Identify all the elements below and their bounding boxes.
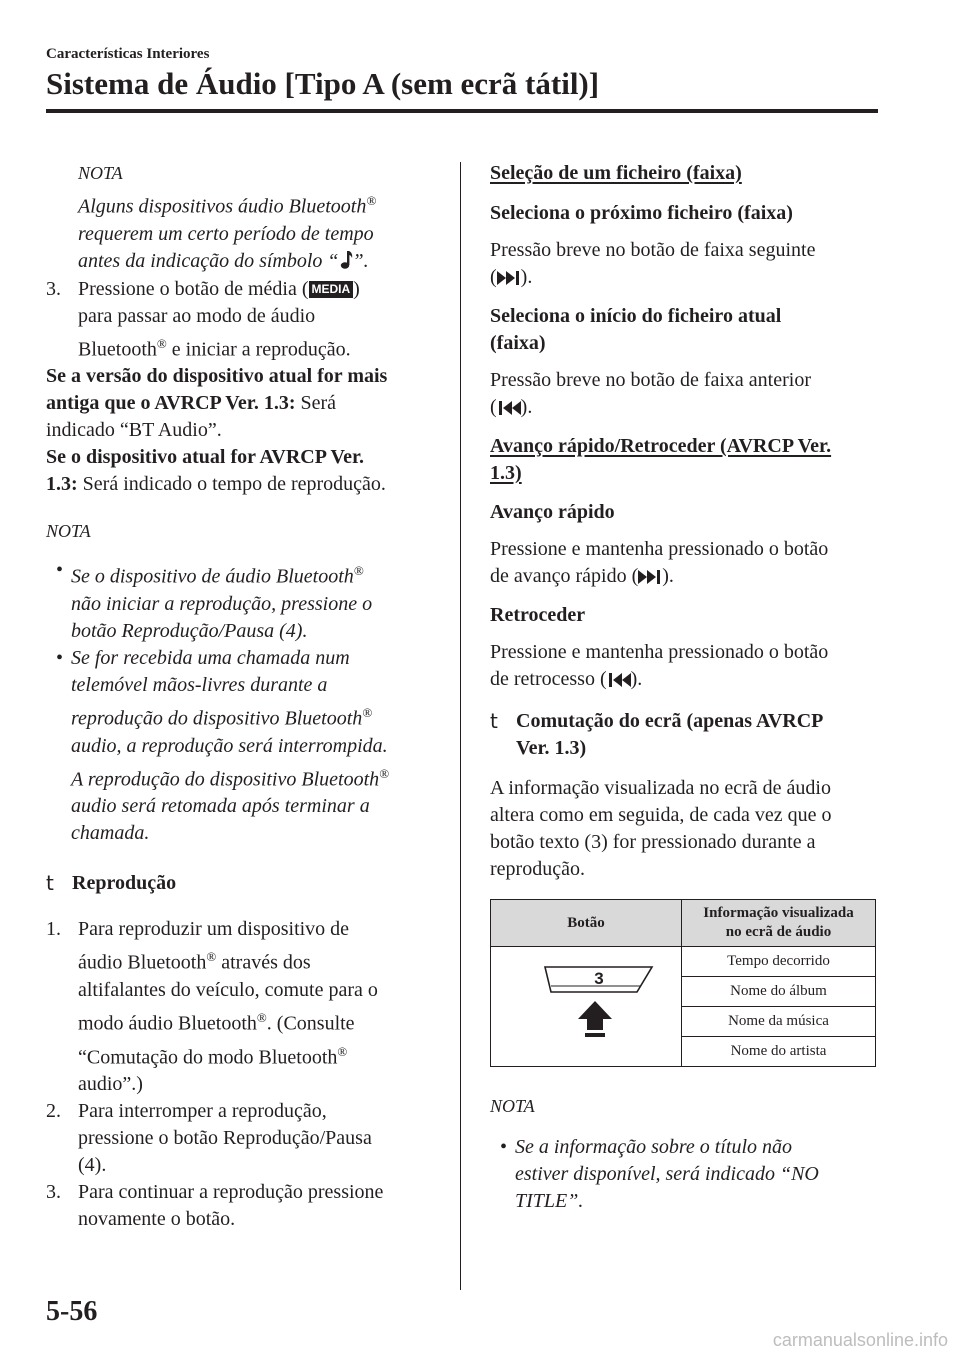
button-number: 3 [594, 968, 604, 988]
track-start-text: ( ). [490, 396, 533, 418]
track-selection-heading: Seleção de um ficheiro (faixa) [490, 162, 742, 184]
screen-switch-text: botão texto (3) for pressionado durante a [490, 831, 816, 853]
note-title: NOTA [490, 1096, 535, 1116]
screen-switch-text: reprodução. [490, 858, 585, 880]
music-note-icon [339, 250, 353, 270]
next-track-heading: Seleciona o próximo ficheiro (faixa) [490, 202, 793, 224]
note-title: NOTA [78, 163, 123, 183]
step-3-media: 3. Pressione o botão de média ( MEDIA ) para passar ao modo de áudio Bluetooth® e iniciar a reprodução. [46, 277, 360, 361]
older-version-text: indicado “BT Audio”. [46, 419, 222, 442]
note-bullet: • Se o dispositivo de áudio Bluetooth® não iniciar a reprodução, pressione o botão Reprodução/Pausa (4). [56, 559, 373, 642]
step-item: 1. Para reproduzir um dispositivo de áudio Bluetooth® através dos altifalantes do veículo, comute para o modo áudio Bluetooth®. (Consulte “Comutação do modo Bluetooth® audio”.) [46, 918, 378, 1096]
header-rule [46, 109, 878, 113]
fast-forward-text: de avanço rápido ( ). [490, 565, 674, 587]
fast-forward-heading: Avanço rápido/Retroceder (AVRCP Ver. [490, 435, 832, 457]
note-bullets [46, 557, 441, 847]
older-version-heading: Se a versão do dispositivo atual for mais [46, 365, 388, 388]
table-header-button: Botão [491, 900, 682, 947]
track-forward-icon [497, 270, 521, 286]
watermark: carmanualsonline.info [772, 1330, 948, 1350]
table-row: Nome do artista [682, 1037, 876, 1067]
current-version-heading: Se o dispositivo atual for AVRCP Ver. [46, 446, 365, 469]
screen-switch-text: altera como em seguida, de cada vez que o [490, 804, 832, 826]
track-back-icon [497, 400, 521, 416]
track-back-icon [607, 672, 631, 688]
fast-forward-text: Pressione e mantenha pressionado o botão [490, 538, 829, 560]
section-label: Características Interiores [46, 46, 210, 62]
reproducao-steps [46, 916, 441, 1233]
track-forward-icon [638, 569, 662, 585]
media-button-icon: MEDIA [309, 281, 354, 298]
track-start-text: Pressão breve no botão de faixa anterior [490, 369, 811, 391]
section-heading-reproducao: t Reprodução [46, 871, 177, 896]
note-line: Alguns dispositivos áudio Bluetooth® [78, 193, 377, 218]
table-row: Nome do álbum [682, 977, 876, 1007]
display-info-table [490, 899, 876, 1067]
older-version-text: antiga que o AVRCP Ver. 1.3: Será [46, 392, 337, 415]
left-column [46, 160, 441, 1233]
section-heading-screen-switch: t Comutação do ecrã (apenas AVRCP Ver. 1.3) [490, 708, 880, 762]
section-marker: t [46, 871, 54, 896]
table-row: Tempo decorrido [682, 947, 876, 977]
page-header [46, 44, 878, 104]
fast-forward-subheading: Avanço rápido [490, 501, 615, 523]
section-marker: t [490, 709, 498, 733]
note-bullet: • Se a informação sobre o título não estiver disponível, será indicado “NO TITLE”. [500, 1136, 819, 1212]
text-button-3-icon [511, 957, 661, 1051]
table-row: Nome da música [682, 1007, 876, 1037]
note-line: antes da indicação do símbolo “ ”. [78, 249, 369, 272]
track-start-heading: (faixa) [490, 332, 546, 354]
step-item: 3. Para continuar a reprodução pressione novamente o botão. [46, 1181, 384, 1231]
rewind-subheading: Retroceder [490, 604, 586, 626]
button-illustration-cell [491, 947, 682, 1067]
table-header-info: Informação visualizada no ecrã de áudio [682, 900, 876, 947]
next-track-text: ( ). [490, 266, 533, 288]
screen-switch-text: A informação visualizada no ecrã de áudio [490, 777, 831, 799]
note-title: NOTA [46, 521, 91, 542]
chapter-title: Sistema de Áudio [Tipo A (sem ecrã tátil)] [46, 66, 600, 101]
next-track-text: Pressão breve no botão de faixa seguinte [490, 239, 816, 261]
fast-forward-heading: 1.3) [490, 462, 522, 484]
page-number: 5-56 [46, 1296, 98, 1327]
step-item: 2. Para interromper a reprodução, pressione o botão Reprodução/Pausa (4). [46, 1100, 372, 1177]
track-start-heading: Seleciona o início do ficheiro atual [490, 305, 782, 327]
right-column [490, 160, 880, 1215]
rewind-text: Pressione e mantenha pressionado o botão [490, 641, 829, 663]
column-divider [460, 162, 461, 1290]
note-line: requerem um certo período de tempo [78, 222, 374, 245]
note-bluetooth-delay [46, 160, 441, 275]
note-bullet: • Se for recebida uma chamada num telemóvel mãos-livres durante a reprodução do dispositivo Bluetooth® audio, a reprodução será interrompida. A reprodução do dispositivo Bluetooth® audio será retomada após terminar a chamada. [56, 646, 390, 845]
rewind-text: de retrocesso ( ). [490, 668, 643, 690]
current-version-text: 1.3: Será indicado o tempo de reprodução. [46, 473, 386, 496]
